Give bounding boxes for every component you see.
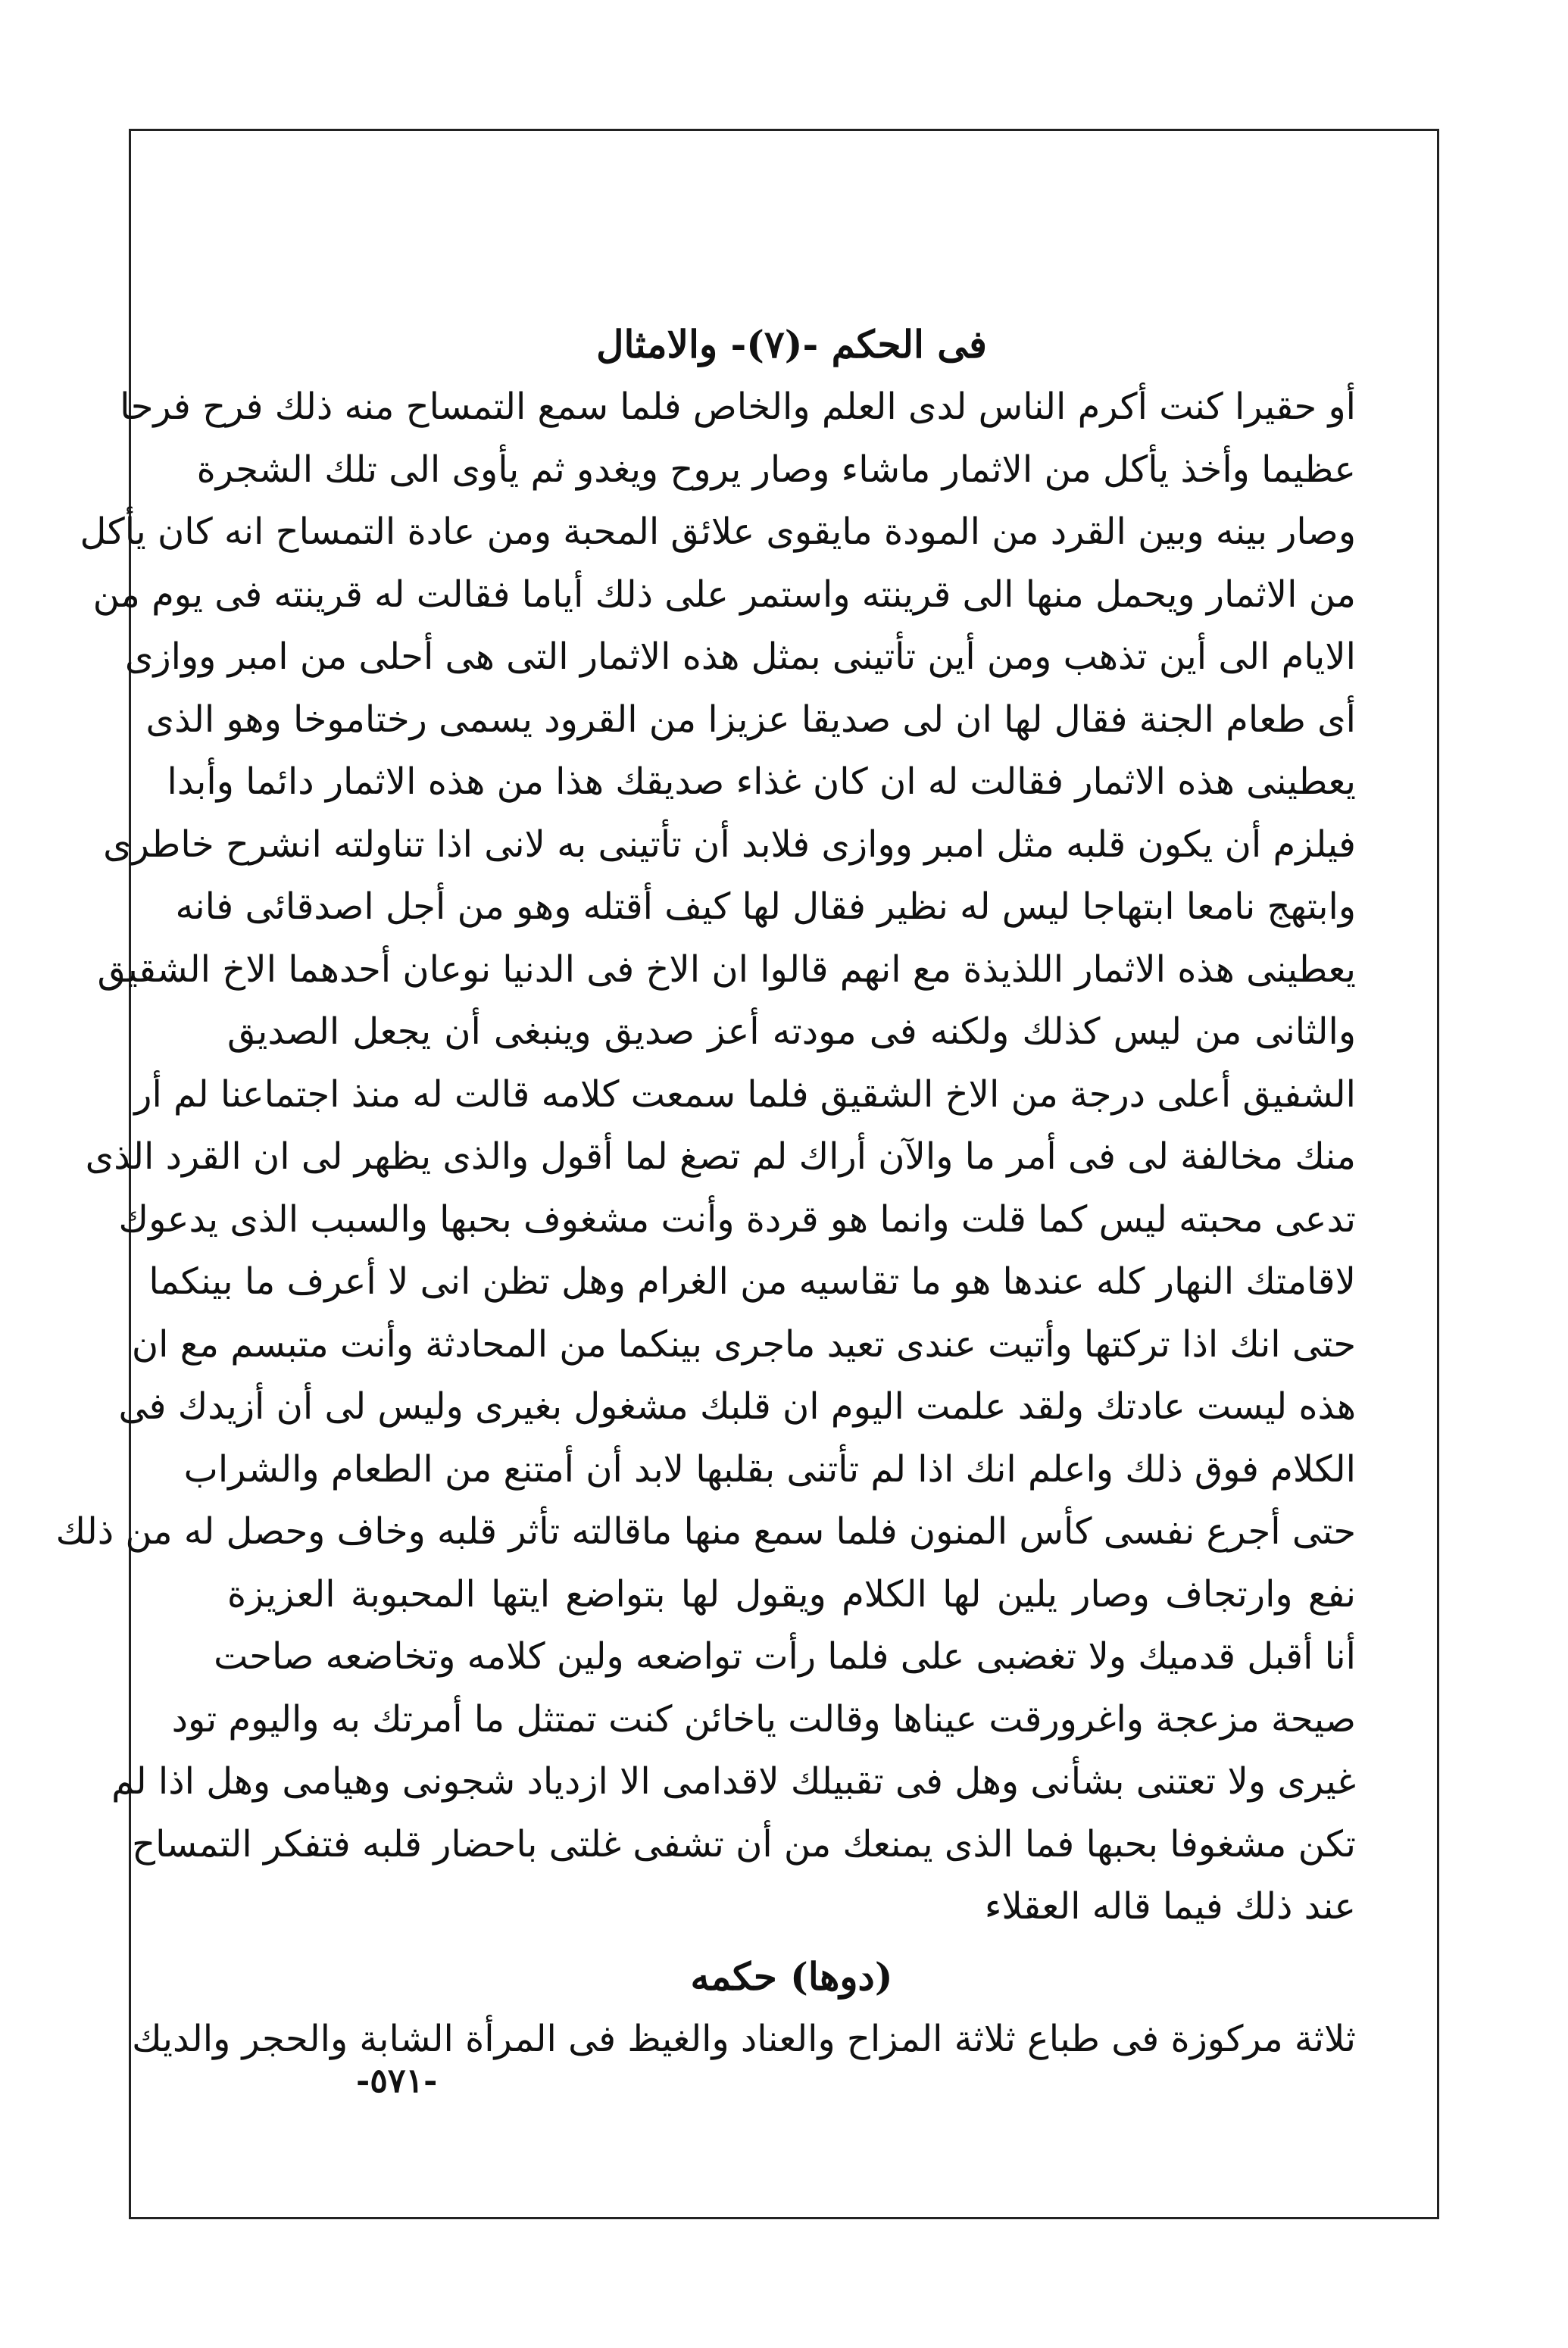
- body-line: منك مخالفة لى فى أمر ما والآن أراك لم تصغ لما أقول والذى يظهر لى ان القرد الذى: [85, 1135, 1356, 1178]
- body-line: عظيما وأخذ يأكل من الاثمار ماشاء وصار يروح ويغدو ثم يأوى الى تلك الشجرة: [196, 448, 1356, 491]
- body-line: فيلزم أن يكون قلبه مثل امبر ووازى فلابد أن تأتينى به لانى اذا تناولته انشرح خاطرى: [103, 823, 1356, 866]
- body-line: الايام الى أين تذهب ومن أين تأتينى بمثل هذه الاثمار التى هى أحلى من امبر ووازى: [124, 635, 1356, 678]
- body-line: أنا أقبل قدميك ولا تغضبى على فلما رأت تواضعه ولين كلامه وتخاضعه صاحت: [214, 1635, 1356, 1678]
- body-line: الشفيق أعلى درجة من الاخ الشقيق فلما سمعت كلامه قالت له منذ اجتماعنا لم أر: [134, 1073, 1356, 1116]
- body-line: يعطينى هذه الاثمار اللذيذة مع انهم قالوا ان الاخ فى الدنيا نوعان أحدهما الاخ الشقيق: [97, 948, 1356, 991]
- body-line: وابتهج نامعا ابتهاجا ليس له نظير فقال لها كيف أقتله وهو من أجل اصدقائى فانه: [175, 885, 1356, 928]
- page-number: -٥٧١-: [356, 2062, 438, 2100]
- body-line: حتى انك اذا تركتها وأتيت عندى تعيد ماجرى بينكما من المحادثة وأنت متبسم مع ان: [131, 1322, 1356, 1366]
- final-line: ثلاثة مركوزة فى طباع ثلاثة المزاح والعناد والغيظ فى المرأة الشابة والحجر والديك: [132, 2017, 1356, 2060]
- body-line: والثانى من ليس كذلك ولكنه فى مودته أعز صديق وينبغى أن يجعل الصديق: [227, 1010, 1356, 1053]
- body-line: عند ذلك فيما قاله العقلاء: [984, 1885, 1356, 1928]
- body-line: تكن مشغوفا بحبها فما الذى يمنعك من أن تشفى غلتى باحضار قلبه فتفكر التمساح: [132, 1822, 1356, 1866]
- body-line: تدعى محبته ليس كما قلت وانما هو قردة وأنت مشغوف بحبها والسبب الذى يدعوك: [118, 1197, 1356, 1241]
- body-line: هذه ليست عادتك ولقد علمت اليوم ان قلبك مشغول بغيرى وليس لى أن أزيدك فى: [118, 1385, 1356, 1428]
- body-line: حتى أجرع نفسى كأس المنون فلما سمع منها ماقالته تأثر قلبه وخاف وحصل له من ذلك: [55, 1510, 1356, 1553]
- body-line: وصار بينه وبين القرد من المودة مايقوى علائق المحبة ومن عادة التمساح انه كان يأكل: [80, 511, 1356, 553]
- body-line: من الاثمار ويحمل منها الى قرينته واستمر على ذلك أياما فقالت له قرينته فى يوم من: [92, 573, 1356, 616]
- body-line: أو حقيرا كنت أكرم الناس لدى العلم والخاص فلما سمع التمساح منه ذلك فرح فرحا: [120, 386, 1356, 428]
- section-subheading: (دوها) حكمه: [690, 1953, 893, 1999]
- page-content: [55, 318, 1356, 2070]
- body-line: غيرى ولا تعتنى بشأنى وهل فى تقبيلك لاقدامى الا ازدياد شجونى وهيامى وهل اذا لم: [111, 1760, 1356, 1803]
- body-text: [55, 376, 1356, 1938]
- body-line: يعطينى هذه الاثمار فقالت له ان كان غذاء صديقك هذا من هذه الاثمار دائما وأبدا: [167, 760, 1356, 803]
- body-line: صيحة مزعجة واغرورقت عيناها وقالت ياخائن كنت تمتثل ما أمرتك به واليوم تود: [171, 1697, 1356, 1741]
- body-line: لاقامتك النهار كله عندها هو ما تقاسيه من الغرام وهل تظن انى لا أعرف ما بينكما: [148, 1260, 1356, 1303]
- body-line: نفع وارتجاف وصار يلين لها الكلام ويقول لها بتواضع ايتها المحبوبة العزيزة: [227, 1572, 1356, 1616]
- body-line: الكلام فوق ذلك واعلم انك اذا لم تأتنى بقلبها لابد أن أمتنع من الطعام والشراب: [183, 1447, 1356, 1491]
- body-line: أى طعام الجنة فقال لها ان لى صديقا عزيزا من القرود يسمى رختاموخا وهو الذى: [145, 698, 1356, 741]
- page-header: فى الحكم -(٧)- والامثال: [596, 322, 987, 367]
